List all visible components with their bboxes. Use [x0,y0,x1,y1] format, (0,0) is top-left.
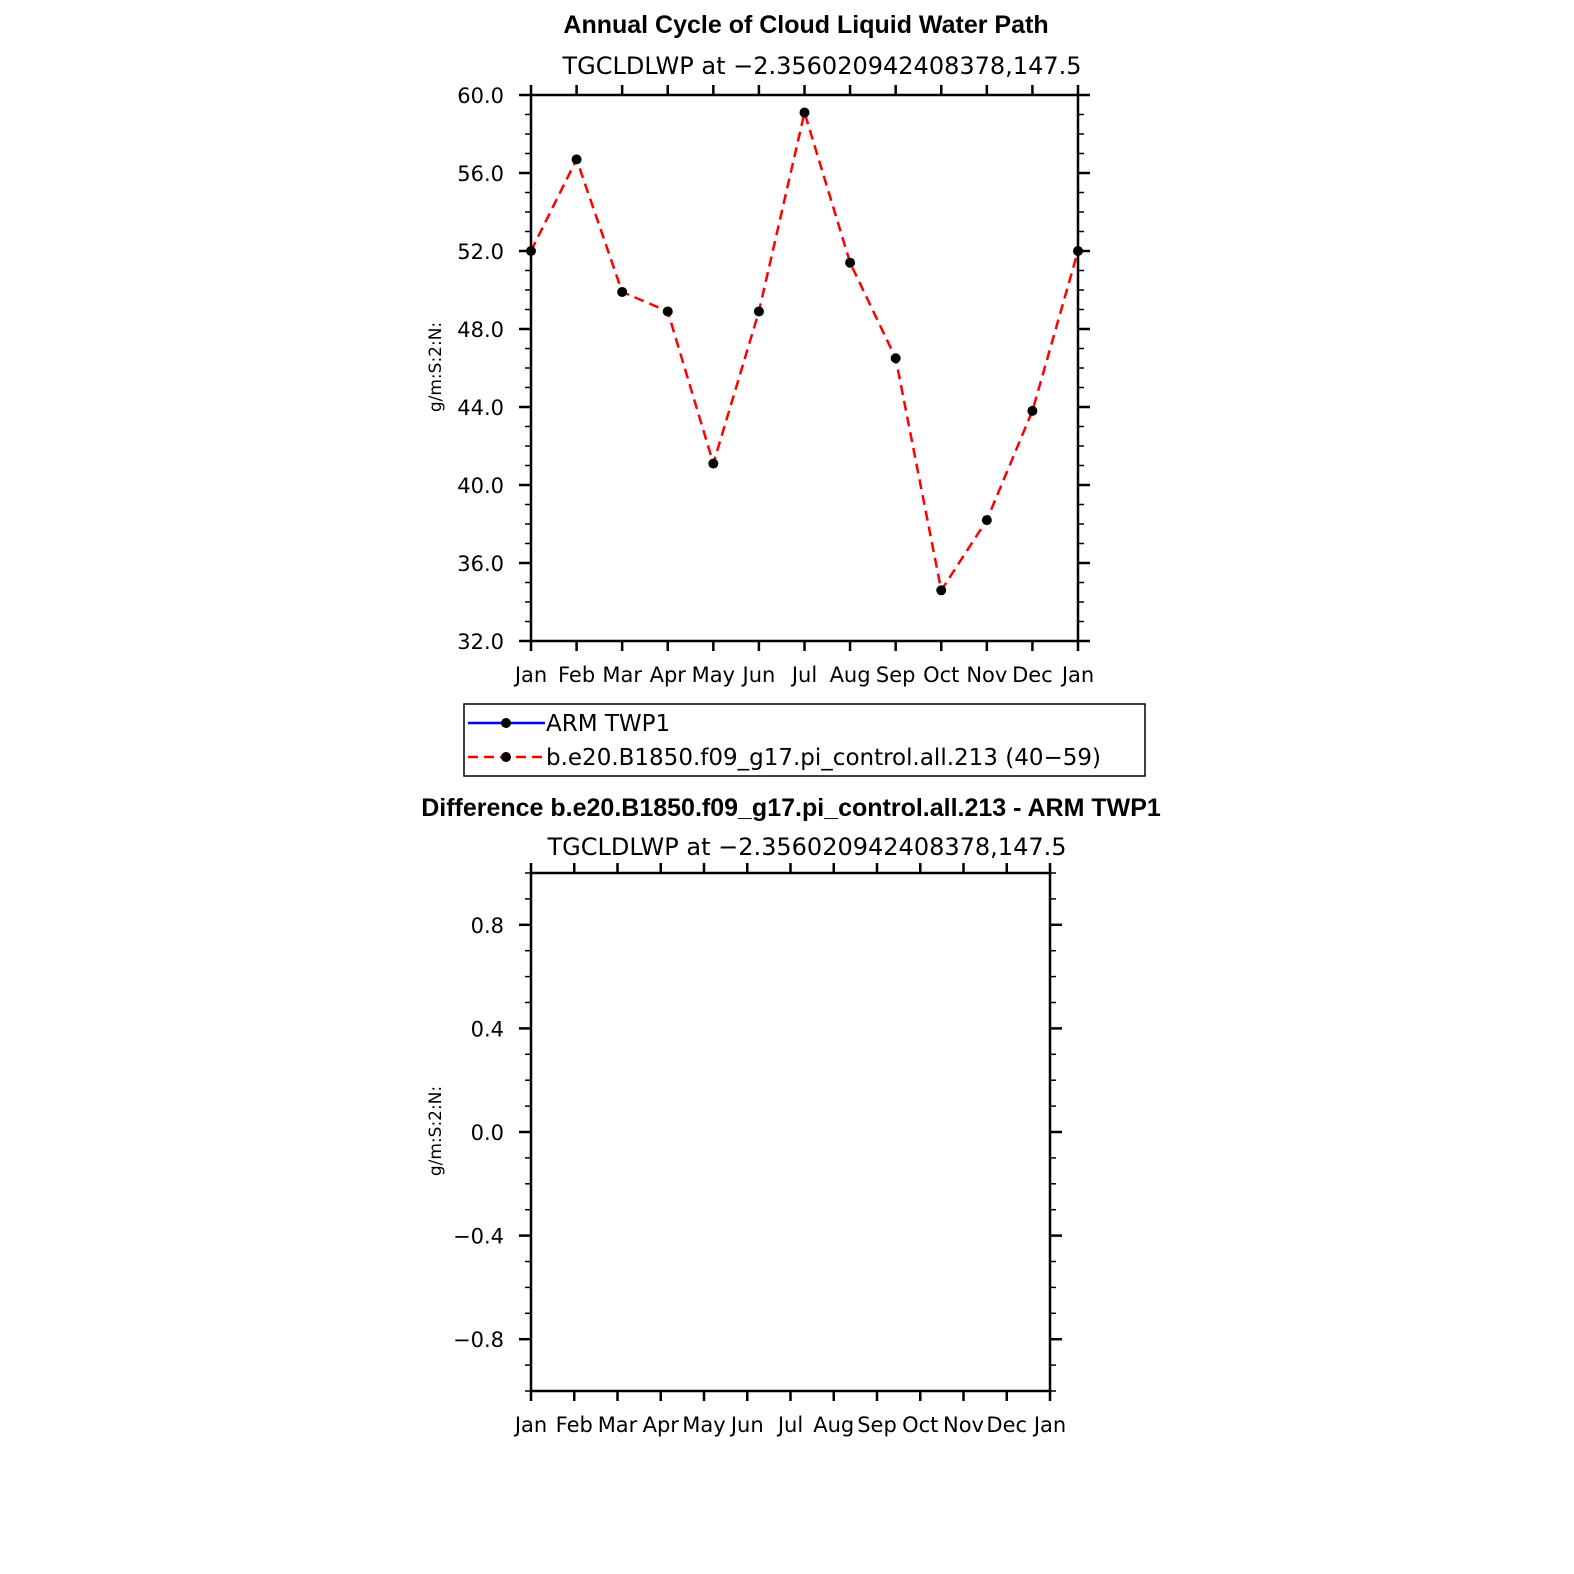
x-tick-label: Apr [642,1413,679,1437]
x-tick-label: Dec [1012,663,1053,687]
y-axis-label: g/m:S:2:N: [426,1085,446,1177]
y-axis-label: g/m:S:2:N: [426,321,446,413]
data-point [617,287,627,297]
series-line [531,113,1078,591]
plot-marks [526,108,1083,596]
chart-annual-cycle [426,11,1145,776]
chart-subtitle: TGCLDLWP at −2.356020942408378,147.5 [562,52,1082,80]
y-tick-label: 0.0 [470,1121,504,1145]
data-point [708,459,718,469]
data-point [936,585,946,595]
x-tick-label: Jan [1033,1413,1067,1437]
data-point [526,246,536,256]
chart-axes [453,863,1066,1437]
x-tick-label: Jan [1061,663,1095,687]
y-tick-label: 48.0 [457,318,504,342]
chart-difference [421,794,1161,1437]
x-tick-label: Oct [902,1413,939,1437]
legend [464,704,1145,776]
x-tick-label: Jul [791,663,818,687]
legend-marker-model [501,752,511,762]
x-tick-label: Aug [829,663,871,687]
y-tick-label: 0.8 [470,913,504,938]
x-tick-label: Mar [602,663,642,687]
x-tick-label: Jul [777,1413,804,1437]
x-tick-label: Jun [730,1413,764,1437]
legend-label-arm: ARM TWP1 [546,711,671,737]
chart-subtitle: TGCLDLWP at −2.356020942408378,147.5 [547,833,1067,861]
x-tick-label: Aug [813,1413,855,1437]
y-tick-label: 32.0 [457,630,504,654]
x-tick-label: Jan [514,1413,548,1437]
x-tick-label: May [691,663,736,687]
x-tick-label: Sep [875,663,916,687]
y-tick-label: 40.0 [457,474,504,498]
x-tick-label: Sep [857,1413,897,1437]
x-tick-label: May [682,1413,726,1437]
y-tick-label: 60.0 [457,84,504,108]
data-point [891,353,901,363]
y-tick-label: 56.0 [457,162,504,186]
y-tick-label: 0.4 [470,1017,504,1042]
x-tick-label: Dec [986,1413,1028,1437]
data-point [572,154,582,164]
chart-title: Annual Cycle of Cloud Liquid Water Path [563,11,1049,39]
x-tick-label: Jan [514,663,548,687]
chart-axes [457,84,1094,687]
data-point [800,108,810,118]
y-tick-label: −0.4 [453,1224,504,1249]
chart-title: Difference b.e20.B1850.f09_g17.pi_control.all.213 - ARM TWP1 [421,794,1161,822]
data-point [754,306,764,316]
plot-frame [531,95,1078,641]
x-tick-label: Nov [966,663,1008,687]
data-point [982,515,992,525]
y-tick-label: 44.0 [457,396,504,420]
x-tick-label: Apr [649,663,686,687]
plot-frame [531,873,1050,1391]
y-tick-label: 36.0 [457,552,504,576]
y-tick-label: 52.0 [457,240,504,264]
data-point [845,258,855,268]
legend-label-model: b.e20.B1850.f09_g17.pi_control.all.213 (40−59) [546,745,1101,771]
x-tick-label: Feb [555,1413,593,1437]
x-tick-label: Oct [923,663,960,687]
x-tick-label: Mar [597,1413,638,1437]
data-point [1027,406,1037,416]
x-tick-label: Jun [742,663,776,687]
x-tick-label: Nov [943,1413,984,1437]
data-point [663,306,673,316]
y-tick-label: −0.8 [453,1328,504,1353]
data-point [1073,246,1083,256]
x-tick-label: Feb [557,663,596,687]
legend-marker-arm [501,718,511,728]
